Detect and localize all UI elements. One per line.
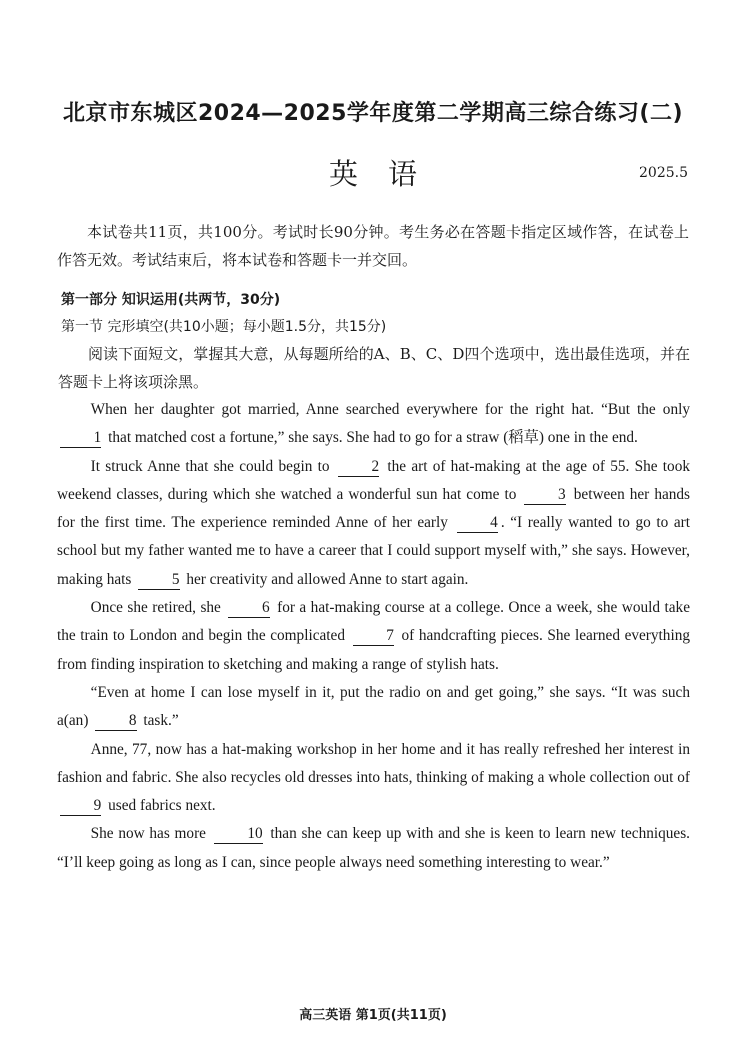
passage-text: of handcrafting pieces. She learned everything from finding inspiration to sketching and making a range of stylish hats. bbox=[57, 627, 690, 673]
blank: 8 bbox=[95, 712, 136, 731]
passage-text: that matched cost a fortune,” she says. She had to go for a straw (稻草) one in the end. bbox=[108, 429, 638, 447]
blank: 5 bbox=[138, 571, 179, 590]
paragraph bbox=[57, 453, 690, 594]
part-heading: 第一部分 知识运用(共两节，30分) bbox=[61, 292, 281, 308]
passage-text: the art of hat-making at the age of 55. She took weekend classes, during which she watched a wonderful sun hat come to bbox=[57, 457, 691, 503]
passage-text: When her daughter got married, Anne searched everywhere for the right hat. “But the only bbox=[90, 401, 690, 418]
blank: 7 bbox=[353, 627, 394, 646]
passage-text: than she can keep up with and she is keen to learn new techniques. “I’ll keep going as long as I can, since people always need something interesting to wear.” bbox=[57, 825, 690, 871]
subject-title: 英语 bbox=[328, 157, 447, 191]
passage-text: “Even at home I can lose myself in it, put the radio on and get going,” she says. “It was such a(an) bbox=[57, 683, 690, 730]
blank: 9 bbox=[60, 797, 101, 816]
paragraph bbox=[57, 396, 690, 453]
passage-text: Anne, 77, now has a hat-making workshop in her home and it has really refreshed her interest in fashion and fabric. She also recycles old dresses into hats, thinking of making a whole collection out of bbox=[57, 740, 690, 786]
exam-date: 2025.5 bbox=[639, 165, 688, 181]
page-footer: 高三英语 第1页(共11页) bbox=[299, 1008, 447, 1023]
blank: 2 bbox=[338, 458, 379, 477]
paragraph bbox=[57, 820, 690, 877]
passage-text: It struck Anne that she could begin to bbox=[90, 457, 330, 475]
blank: 3 bbox=[524, 486, 565, 505]
passage-text: her creativity and allowed Anne to start again. bbox=[186, 570, 469, 588]
blank: 4 bbox=[457, 514, 498, 533]
exam-instructions: 本试卷共11页，共100分。考试时长90分钟。考生务必在答题卡指定区域作答，在试卷上作答无效。考试结束后，将本试卷和答题卡一并交回。 bbox=[57, 223, 689, 269]
paragraph bbox=[57, 679, 690, 736]
passage-text: used fabrics next. bbox=[108, 797, 216, 815]
exam-title: 北京市东城区2024—2025学年度第二学期高三综合练习(二) bbox=[62, 101, 684, 126]
blank: 1 bbox=[60, 429, 101, 448]
blank: 6 bbox=[228, 599, 269, 618]
passage-text: She now has more bbox=[90, 825, 206, 843]
section-heading: 第一节 完形填空(共10小题；每小题1.5分，共15分) bbox=[61, 319, 387, 335]
paragraph bbox=[57, 594, 690, 679]
passage-text: Once she retired, she bbox=[90, 599, 221, 617]
passage-text: . “I really wanted to go to art school but my father wanted me to have a career that I could support myself with,” she says. However, making hats bbox=[57, 514, 690, 588]
section-instructions: 阅读下面短文，掌握其大意，从每题所给的A、B、C、D四个选项中，选出最佳选项，并在答题卡上将该项涂黑。 bbox=[58, 345, 690, 391]
passage-text: task.” bbox=[143, 712, 179, 730]
paragraph bbox=[57, 736, 690, 821]
passage-text: for a hat-making course at a college. Once a week, she would take the train to London and begin the complicated bbox=[57, 599, 690, 645]
passage-text: between her hands for the first time. The experience reminded Anne of her early bbox=[57, 485, 691, 532]
cloze-passage bbox=[57, 396, 690, 877]
blank: 10 bbox=[214, 825, 263, 844]
